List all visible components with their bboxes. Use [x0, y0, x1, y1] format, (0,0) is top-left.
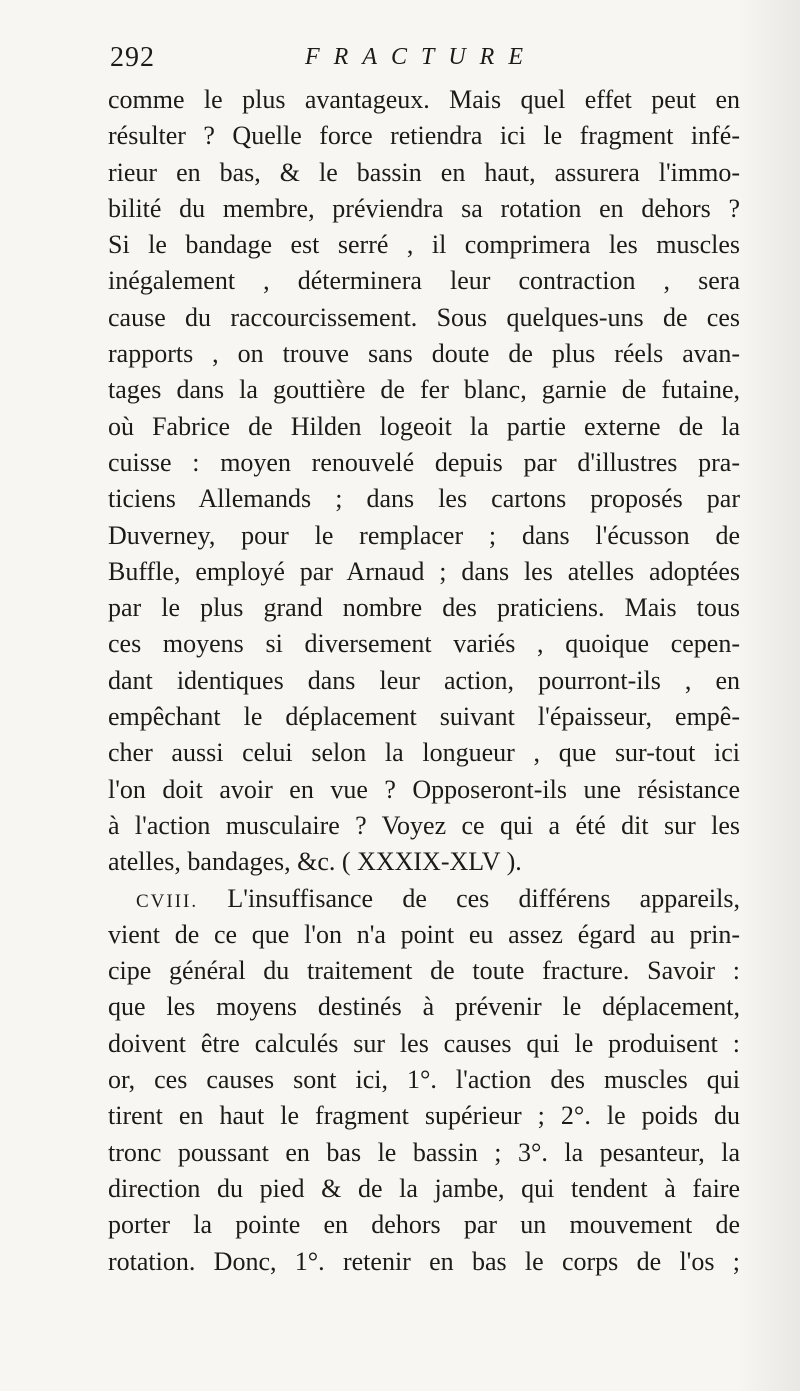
text-line: comme le plus avantageux. Mais quel effet peut en: [108, 85, 740, 114]
text-line: par le plus grand nombre des praticiens. Mais tous: [108, 593, 740, 623]
text-line: tronc poussant en bas le bassin ; 3°. la pesanteur, la: [108, 1137, 740, 1167]
section-first-line-text: L'insuffisance de ces différens appareils,: [227, 883, 740, 913]
text-line: rieur en bas, & le bassin en haut, assurera l'immo-: [108, 157, 740, 187]
text-line: l'on doit avoir en vue ? Opposeront-ils une résistance: [108, 774, 740, 804]
text-line: inégalement , déterminera leur contraction , sera: [108, 266, 740, 296]
text-line: porter la pointe en dehors par un mouvement de: [108, 1210, 740, 1240]
text-line: rotation. Donc, 1°. retenir en bas le corps de l'os ;: [108, 1246, 740, 1276]
page-header: [110, 38, 750, 78]
body-text: [108, 82, 740, 1280]
page-number: 292: [110, 42, 155, 73]
text-line: cause du raccourcissement. Sous quelques-uns de ces: [108, 302, 740, 332]
text-line: résulter ? Quelle force retiendra ici le fragment infé-: [108, 121, 740, 151]
text-line: vient de ce que l'on n'a point eu assez égard au prin-: [108, 919, 740, 949]
text-line: doivent être calculés sur les causes qui le produisent :: [108, 1028, 740, 1058]
section-number: CVIII.: [136, 890, 199, 912]
text-line: ticiens Allemands ; dans les cartons proposés par: [108, 484, 740, 514]
text-line: Duverney, pour le remplacer ; dans l'écusson de: [108, 520, 740, 550]
text-line: Si le bandage est serré , il comprimera les muscles: [108, 230, 740, 260]
text-line: ces moyens si diversement variés , quoique cepen-: [108, 629, 740, 659]
text-line: atelles, bandages, &c. ( XXXIX-XLV ).: [108, 847, 522, 877]
text-line: cipe général du traitement de toute fracture. Savoir :: [108, 956, 740, 986]
text-line: direction du pied & de la jambe, qui tendent à faire: [108, 1173, 740, 1203]
running-head: FRACTURE: [305, 44, 537, 70]
text-line: Buffle, employé par Arnaud ; dans les atelles adoptées: [108, 556, 740, 586]
text-line: or, ces causes sont ici, 1°. l'action des muscles qui: [108, 1065, 740, 1095]
text-line: cuisse : moyen renouvelé depuis par d'illustres pra-: [108, 447, 740, 477]
text-line: que les moyens destinés à prévenir le déplacement,: [108, 992, 740, 1022]
text-line: rapports , on trouve sans doute de plus réels avan-: [108, 339, 740, 369]
text-line: à l'action musculaire ? Voyez ce qui a été dit sur les: [108, 810, 740, 840]
text-line: empêchant le déplacement suivant l'épaisseur, empê-: [108, 702, 740, 732]
text-line: bilité du membre, préviendra sa rotation en dehors ?: [108, 193, 740, 223]
text-line: cher aussi celui selon la longueur , que sur-tout ici: [108, 738, 740, 768]
section-first-line: [108, 881, 740, 917]
text-line: tirent en haut le fragment supérieur ; 2°. le poids du: [108, 1101, 740, 1131]
text-line: dant identiques dans leur action, pourront-ils , en: [108, 665, 740, 695]
text-line: où Fabrice de Hilden logeoit la partie externe de la: [108, 411, 740, 441]
text-line: tages dans la gouttière de fer blanc, garnie de futaine,: [108, 375, 740, 405]
